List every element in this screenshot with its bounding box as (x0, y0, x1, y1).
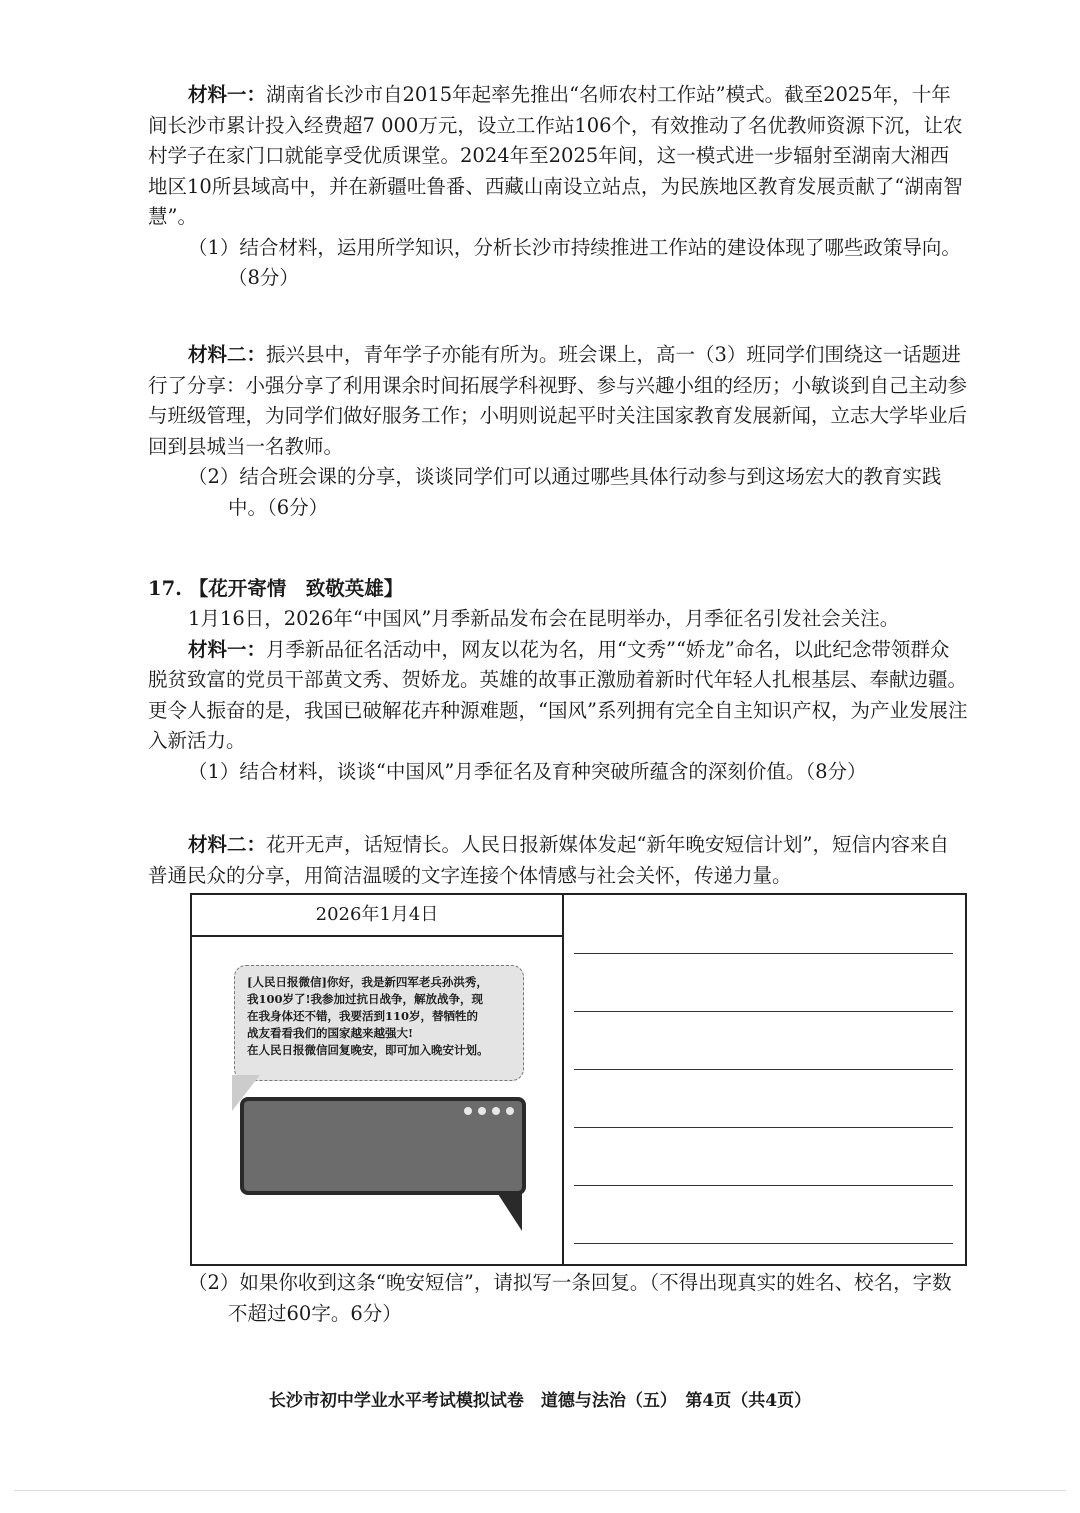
answer-lines (568, 895, 965, 1264)
answer-line (574, 953, 953, 954)
sms-line: 在人民日报微信回复晚安，即可加入晚安计划。 (247, 1043, 489, 1057)
sms-line: 战友看看我们的国家越来越强大! (247, 1026, 414, 1040)
question-17-2-block (148, 1268, 968, 1329)
material-1-label: 材料一： (188, 83, 267, 106)
q17-material-2-block (148, 830, 968, 891)
question-17-block (148, 604, 968, 787)
sms-date: 2026年1月4日 (192, 895, 562, 937)
material-2-paragraph (148, 340, 968, 462)
question-17-1: （1）结合材料，谈谈“中国风”月季征名及育种突破所蕴含的深刻价值。（8分） (188, 759, 867, 783)
bottom-divider (14, 1490, 1066, 1491)
q17-material-1-paragraph (148, 635, 968, 757)
question-17-title: 17. 【花开寄情 致敬英雄】 (148, 577, 404, 600)
q17-material-2-text: 花开无声，话短情长。人民日报新媒体发起“新年晚安短信计划”，短信内容来自普通民众的分享，用简洁温暖的文字连接个体情感与社会关怀，传递力量。 (148, 833, 949, 887)
q17-material-2-paragraph (148, 830, 968, 891)
question-17-intro: 1月16日，2026年“中国风”月季新品发布会在昆明举办，月季征名引发社会关注。 (188, 607, 900, 630)
material-1-block (148, 80, 968, 294)
question-17-2: （2）如果你收到这条“晚安短信”，请拟写一条回复。（不得出现真实的姓名、校名，字数不超过60字。6分） (188, 1271, 952, 1325)
sms-line: 我100岁了!我参加过抗日战争，解放战争，现 (247, 992, 484, 1006)
sms-line: [人民日报微信]你好，我是新四军老兵孙洪秀， (247, 975, 488, 989)
sms-message-bubble (234, 965, 524, 1081)
q17-material-1-label: 材料一： (188, 637, 267, 661)
q17-material-2-label: 材料二： (188, 833, 267, 856)
answer-line (574, 1243, 953, 1244)
material-1-text: 湖南省长沙市自2015年起率先推出“名师农村工作站”模式。截至2025年，十年间长沙市累计投入经费超7 000万元，设立工作站106个，有效推动了名优教师资源下沉，让农村学子在家门口就能享受优质课堂。2024年至2025年间，这一模式进一步辐射至湖南大湘西地区10所县域高中，并在新疆吐鲁番、西藏山南设立站点，为民族地区教育发展贡献了“湖南智慧”。 (148, 83, 963, 228)
material-2-text: 振兴县中，青年学子亦能有所为。班会课上，高一（3）班同学们围绕这一话题进行了分享：小强分享了利用课余时间拓展学科视野、参与兴趣小组的经历；小敏谈到自己主动参与班级管理，为同学们做好服务工作；小明则说起平时关注国家教育发展新闻，立志大学毕业后回到县城当一名教师。 (148, 343, 968, 458)
reply-tail-icon (496, 1191, 522, 1231)
material-2-label: 材料二： (188, 343, 267, 366)
question-16-1: （1）结合材料，运用所学知识，分析长沙市持续推进工作站的建设体现了哪些政策导向。（8分） (188, 235, 961, 289)
answer-line (574, 1185, 953, 1186)
material-2-block (148, 340, 968, 523)
typing-dots-icon (464, 1107, 514, 1115)
sms-card-left (192, 895, 564, 1264)
answer-line (574, 1069, 953, 1070)
q17-material-1-text: 月季新品征名活动中，网友以花为名，用“文秀”“娇龙”命名，以此纪念带领群众脱贫致富的党员干部黄文秀、贺娇龙。英雄的故事正激励着新时代年轻人扎根基层、奉献边疆。更令人振奋的是，我国已破解花卉种源难题，“国风”系列拥有完全自主知识产权，为产业发展注入新活力。 (148, 637, 968, 752)
sms-line: 在我身体还不错，我要活到110岁，替牺牲的 (247, 1009, 479, 1023)
reply-bubble (240, 1097, 526, 1195)
sms-card (190, 893, 967, 1266)
question-16-2: （2）结合班会课的分享，谈谈同学们可以通过哪些具体行动参与到这场宏大的教育实践中。（6分） (188, 465, 942, 519)
page-footer: 长沙市初中学业水平考试模拟试卷 道德与法治（五） 第4页（共4页） (268, 1391, 812, 1411)
answer-line (574, 1127, 953, 1128)
answer-line (574, 1011, 953, 1012)
material-1-paragraph (148, 80, 968, 233)
